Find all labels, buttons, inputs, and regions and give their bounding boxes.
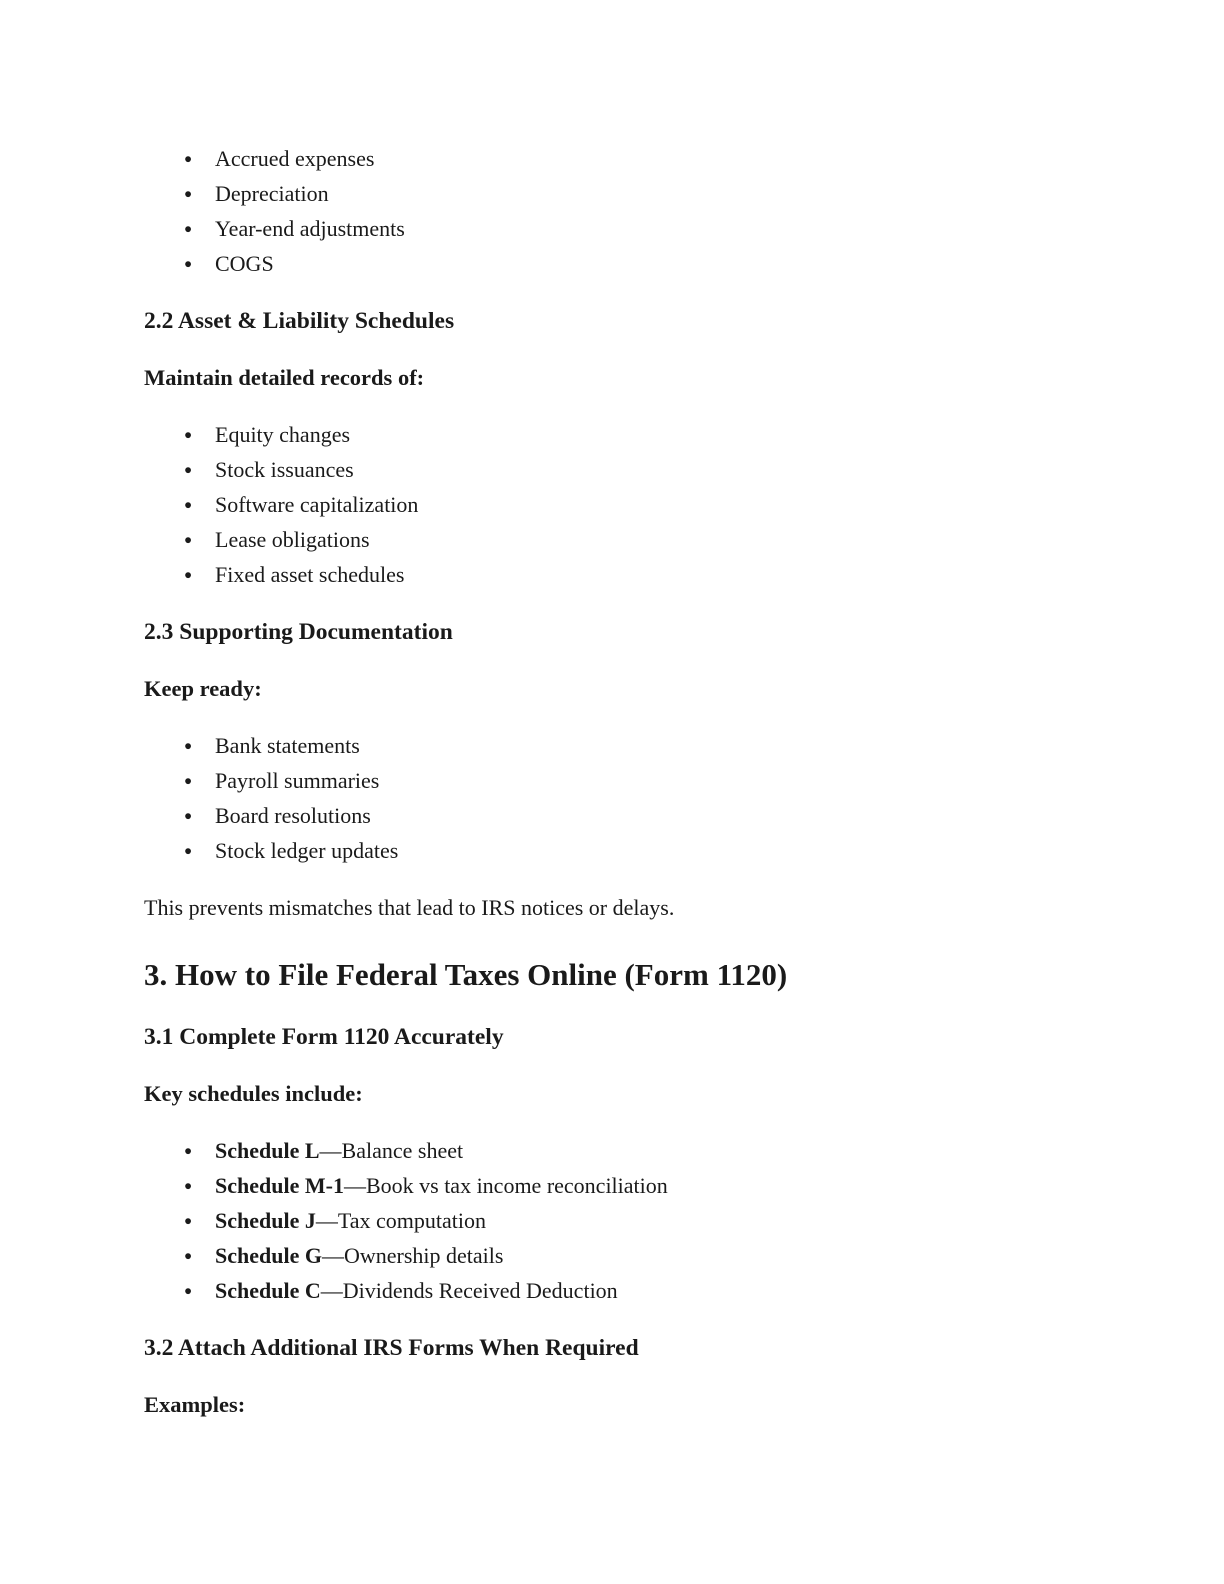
list-item <box>215 728 1084 763</box>
list-item <box>215 176 1084 211</box>
list-item <box>215 211 1084 246</box>
schedule-description: —Book vs tax income reconciliation <box>343 1173 668 1198</box>
section-2-2-bullet-list <box>144 417 1084 592</box>
schedule-term: Schedule M-1 <box>215 1173 344 1198</box>
section-heading-3-1: 3.1 Complete Form 1120 Accurately <box>144 1024 504 1050</box>
list-item <box>215 452 1084 487</box>
list-item-text: Lease obligations <box>215 527 370 552</box>
section-3-2-lead: Examples: <box>144 1392 246 1417</box>
list-item <box>215 1203 1084 1238</box>
list-item-text: Bank statements <box>215 733 360 758</box>
list-item <box>215 487 1084 522</box>
list-item-text: Depreciation <box>215 181 329 206</box>
section-heading-3: 3. How to File Federal Taxes Online (Form 1120) <box>144 957 788 992</box>
list-item <box>215 246 1084 281</box>
list-item-text: Software capitalization <box>215 492 419 517</box>
list-item-text: Fixed asset schedules <box>215 562 405 587</box>
schedule-term: Schedule C <box>215 1278 321 1303</box>
schedule-description: —Tax computation <box>315 1208 487 1233</box>
schedule-term: Schedule J <box>215 1208 316 1233</box>
schedule-description: —Dividends Received Deduction <box>320 1278 618 1303</box>
list-item <box>215 1273 1084 1308</box>
list-item <box>215 522 1084 557</box>
list-item-text: Year-end adjustments <box>215 216 405 241</box>
list-item <box>215 833 1084 868</box>
carryover-bullet-list <box>144 141 1084 281</box>
schedule-description: —Balance sheet <box>319 1138 464 1163</box>
section-3-1-lead: Key schedules include: <box>144 1081 363 1106</box>
list-item <box>215 141 1084 176</box>
list-item-text: Stock ledger updates <box>215 838 399 863</box>
list-item <box>215 417 1084 452</box>
schedule-term: Schedule G <box>215 1243 322 1268</box>
list-item <box>215 1238 1084 1273</box>
schedule-term: Schedule L <box>215 1138 320 1163</box>
list-item-text: Payroll summaries <box>215 768 380 793</box>
list-item-text: Board resolutions <box>215 803 371 828</box>
list-item-text: Equity changes <box>215 422 351 447</box>
section-heading-3-2: 3.2 Attach Additional IRS Forms When Required <box>144 1335 639 1361</box>
list-item <box>215 557 1084 592</box>
section-3-1-bullet-list <box>144 1133 1084 1308</box>
list-item <box>215 798 1084 833</box>
section-2-3-bullet-list <box>144 728 1084 868</box>
list-item <box>215 763 1084 798</box>
schedule-description: —Ownership details <box>321 1243 504 1268</box>
section-heading-2-2: 2.2 Asset & Liability Schedules <box>144 308 455 334</box>
list-item-text: COGS <box>215 251 274 276</box>
section-2-3-note: This prevents mismatches that lead to IRS notices or delays. <box>144 895 675 920</box>
section-2-2-lead: Maintain detailed records of: <box>144 365 425 390</box>
list-item <box>215 1168 1084 1203</box>
list-item-text: Stock issuances <box>215 457 354 482</box>
list-item <box>215 1133 1084 1168</box>
list-item-text: Accrued expenses <box>215 146 375 171</box>
section-heading-2-3: 2.3 Supporting Documentation <box>144 619 453 645</box>
section-2-3-lead: Keep ready: <box>144 676 262 701</box>
